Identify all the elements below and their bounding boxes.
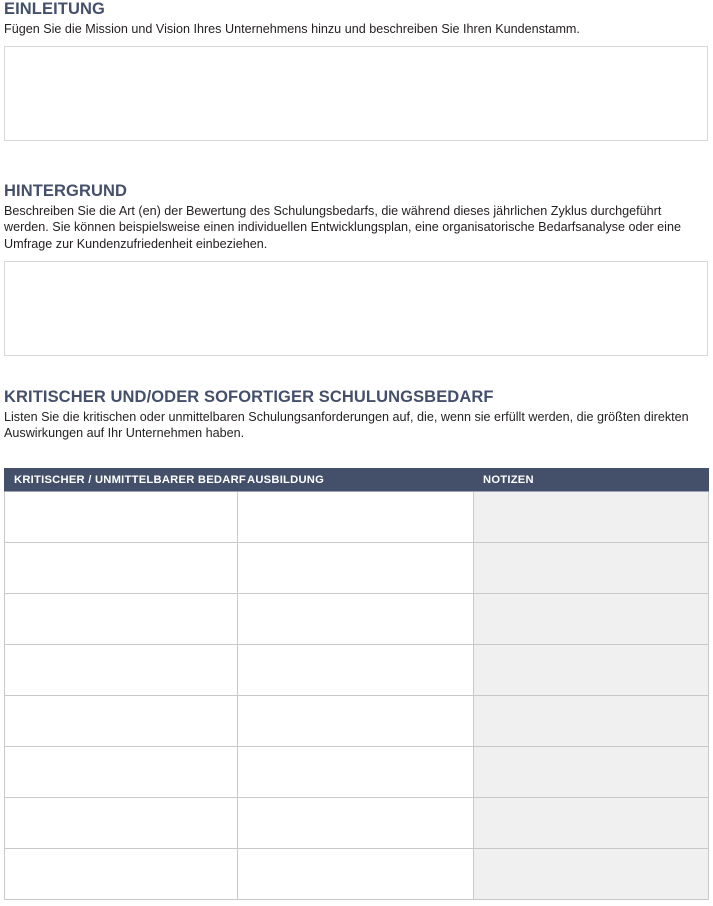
- cell-training[interactable]: [238, 543, 474, 594]
- table-row: [5, 696, 709, 747]
- cell-notes[interactable]: [474, 696, 709, 747]
- cell-need[interactable]: [5, 543, 238, 594]
- cell-need[interactable]: [5, 492, 238, 543]
- table-row: [5, 645, 709, 696]
- cell-need[interactable]: [5, 747, 238, 798]
- table-row: [5, 798, 709, 849]
- critical-needs-heading: KRITISCHER UND/ODER SOFORTIGER SCHULUNGSBEDARF: [4, 388, 494, 406]
- cell-training[interactable]: [238, 696, 474, 747]
- column-header-training: AUSBILDUNG: [238, 469, 474, 492]
- cell-notes[interactable]: [474, 492, 709, 543]
- critical-needs-table: [4, 468, 709, 900]
- table-body: [5, 492, 709, 900]
- cell-need[interactable]: [5, 849, 238, 900]
- cell-notes[interactable]: [474, 645, 709, 696]
- table-header-row: [5, 469, 709, 492]
- cell-notes[interactable]: [474, 543, 709, 594]
- table-row: [5, 849, 709, 900]
- section-background: [4, 182, 708, 356]
- cell-training[interactable]: [238, 594, 474, 645]
- column-header-notes: NOTIZEN: [474, 469, 709, 492]
- cell-need[interactable]: [5, 798, 238, 849]
- cell-need[interactable]: [5, 594, 238, 645]
- table-row: [5, 543, 709, 594]
- section-introduction: [4, 0, 708, 141]
- cell-training[interactable]: [238, 492, 474, 543]
- section-critical-needs: [4, 388, 708, 442]
- background-entry-box[interactable]: [4, 261, 708, 356]
- table-row: [5, 747, 709, 798]
- background-heading: HINTERGRUND: [4, 182, 128, 200]
- cell-notes[interactable]: [474, 798, 709, 849]
- introduction-description: Fügen Sie die Mission und Vision Ihres Unternehmens hinzu und beschreiben Sie Ihren Kundenstamm.: [4, 22, 580, 36]
- table-header: [5, 469, 709, 492]
- critical-needs-description: Listen Sie die kritischen oder unmittelbaren Schulungsanforderungen auf, die, wenn sie erfüllt werden, die größten direkten Auswirkungen auf Ihr Unternehmen haben.: [4, 410, 689, 441]
- cell-need[interactable]: [5, 696, 238, 747]
- cell-training[interactable]: [238, 645, 474, 696]
- cell-notes[interactable]: [474, 849, 709, 900]
- table-row: [5, 492, 709, 543]
- introduction-entry-box[interactable]: [4, 46, 708, 141]
- background-description: Beschreiben Sie die Art (en) der Bewertung des Schulungsbedarfs, die während dieses jährlichen Zyklus durchgeführt werden. Sie können beispielsweise einen individuellen Entwicklungsplan, eine organisatorische Bedarfsanalyse oder eine Umfrage zur Kundenzufriedenheit einbeziehen.: [4, 204, 681, 251]
- cell-training[interactable]: [238, 747, 474, 798]
- cell-notes[interactable]: [474, 747, 709, 798]
- cell-training[interactable]: [238, 798, 474, 849]
- table-row: [5, 594, 709, 645]
- cell-notes[interactable]: [474, 594, 709, 645]
- cell-training[interactable]: [238, 849, 474, 900]
- introduction-heading: EINLEITUNG: [4, 0, 105, 18]
- cell-need[interactable]: [5, 645, 238, 696]
- column-header-need: KRITISCHER / UNMITTELBARER BEDARF: [5, 469, 238, 492]
